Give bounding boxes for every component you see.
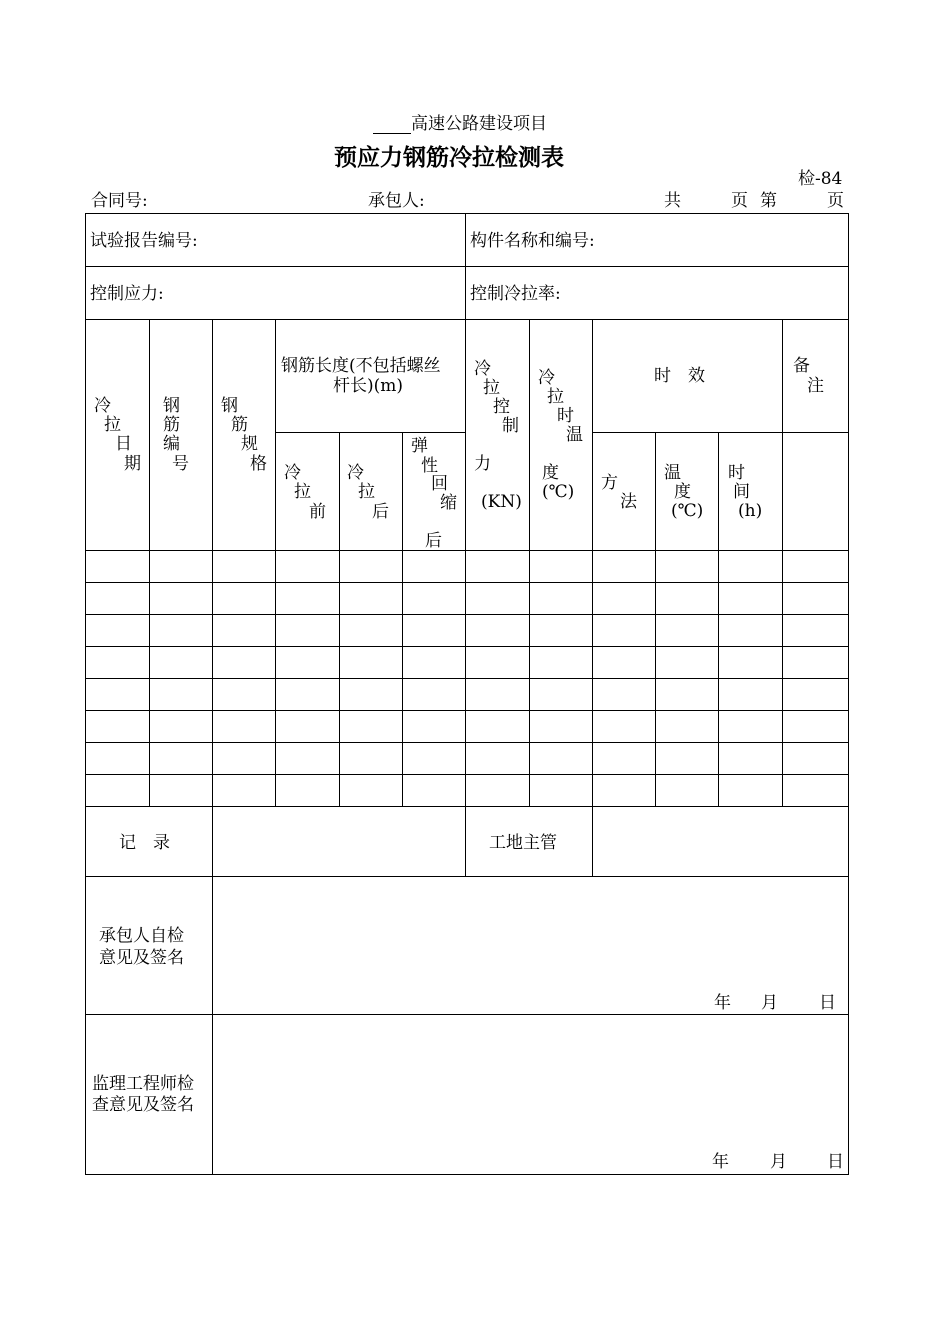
form-code: 检-84 — [798, 169, 843, 189]
form-title: 预应力钢筋冷拉检测表 — [334, 145, 564, 171]
report-no-label: 试验报告编号: — [90, 231, 198, 251]
data-row-divider — [86, 582, 848, 583]
col-divider — [402, 432, 403, 806]
project-title: 高速公路建设项目 — [373, 114, 547, 134]
col-divider — [655, 432, 656, 806]
contractor-label: 承包人: — [368, 191, 425, 211]
record-label: 记 录 — [119, 833, 170, 853]
row-divider — [276, 432, 465, 433]
page-label-2: 页 — [827, 191, 844, 211]
col-divider — [465, 319, 466, 876]
engineer-date-year: 年 — [712, 1152, 729, 1172]
col-divider — [212, 319, 213, 1174]
row-divider — [592, 432, 848, 433]
data-row-divider — [86, 710, 848, 711]
col-header-aging: 时 效 — [654, 366, 705, 386]
page-label-1: 页 — [731, 191, 748, 211]
form-border — [85, 213, 849, 1175]
engineer-date-month: 月 — [770, 1152, 787, 1172]
col-divider — [275, 319, 276, 806]
data-row-divider — [86, 678, 848, 679]
contractor-date-month: 月 — [761, 993, 778, 1013]
row-divider — [86, 319, 848, 320]
contractor-date-day: 日 — [819, 993, 836, 1013]
col-divider — [149, 319, 150, 806]
contract-no-label: 合同号: — [91, 191, 148, 211]
col-divider — [339, 432, 340, 806]
engineer-date-day: 日 — [827, 1152, 844, 1172]
col-divider — [718, 432, 719, 806]
contractor-date-year: 年 — [714, 993, 731, 1013]
site-supervisor-label: 工地主管 — [489, 833, 557, 853]
data-row-divider — [86, 774, 848, 775]
row-divider — [86, 876, 848, 877]
row-divider — [86, 266, 848, 267]
page-total-label: 共 — [664, 191, 681, 211]
col-divider — [465, 214, 466, 319]
data-row-divider — [86, 742, 848, 743]
control-rate-label: 控制冷拉率: — [470, 284, 561, 304]
col-divider — [592, 319, 593, 876]
row-divider — [86, 1014, 848, 1015]
data-row-divider — [86, 806, 848, 807]
control-stress-label: 控制应力: — [90, 284, 164, 304]
page-current-label: 第 — [760, 191, 777, 211]
data-row-divider — [86, 646, 848, 647]
col-divider — [782, 319, 783, 806]
row-divider — [86, 550, 848, 551]
col-divider — [529, 319, 530, 806]
component-label: 构件名称和编号: — [470, 231, 595, 251]
data-row-divider — [86, 614, 848, 615]
project-prefix-blank[interactable] — [373, 117, 411, 134]
